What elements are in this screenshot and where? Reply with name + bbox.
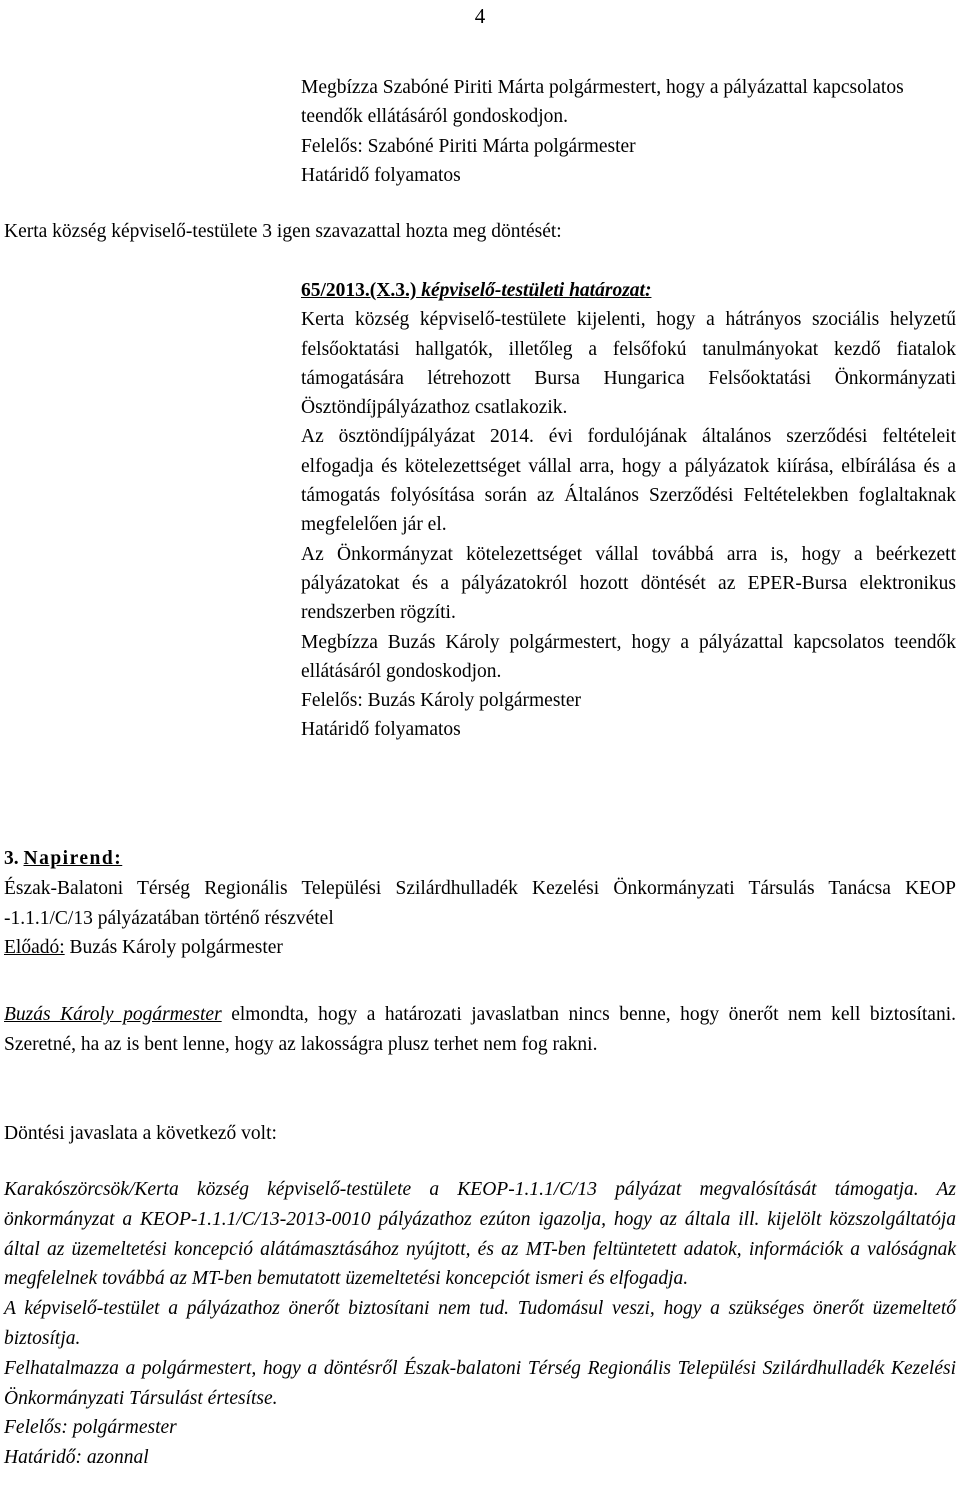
- proposal-paragraph: Felhatalmazza a polgármestert, hogy a döntésről Észak-balatoni Térség Regionális Települési Szilárdhulladék Kezelési Önkormányzati Társulást értesítse.: [4, 1357, 956, 1409]
- agenda-number: 3.: [4, 848, 19, 869]
- proposal-block: [4, 1175, 956, 1473]
- speech-text: elmondta, hogy a határozati javaslatban nincs benne, hogy önerőt nem kell biztosítani. Szeretné, ha az is bent lenne, hogy az lakosságra plusz terhet nem fog rakni.: [4, 1004, 957, 1055]
- vote-line: Kerta község képviselő-testülete 3 igen szavazattal hozta meg döntését:: [4, 221, 562, 242]
- agenda-label: Napirend:: [23, 848, 123, 869]
- proposal-responsible: Felelős: polgármester: [4, 1417, 177, 1439]
- speech-paragraph: [4, 1000, 956, 1060]
- resolution-block: [301, 276, 956, 745]
- proposal-paragraph: A képviselő-testület a pályázathoz önerőt biztosítani nem tud. Tudomásul veszi, hogy a szükséges önerőt üzemeltető biztosítja.: [4, 1298, 956, 1349]
- deadline-line: Határidő folyamatos: [301, 164, 461, 186]
- presenter-name: Buzás Károly polgármester: [64, 937, 283, 959]
- presenter-label: Előadó:: [4, 937, 65, 959]
- resolution-number: 65/2013.(X.3.): [301, 280, 417, 301]
- resolution-heading: [301, 276, 956, 305]
- previous-resolution-tail: [301, 73, 956, 190]
- resolution-title: képviselő-testületi határozat:: [416, 280, 652, 301]
- agenda-subject: Észak-Balatoni Térség Regionális Települési Szilárdhulladék Kezelési Önkormányzati Társulás Tanácsa KEOP -1.1.1/C/13 pályázatában történő részvétel: [4, 877, 956, 929]
- resolution-deadline: Határidő folyamatos: [301, 719, 461, 741]
- resolution-paragraph: Az ösztöndíjpályázat 2014. évi fordulójának általános szerződési feltételeit elfogadja és kötelezettséget vállal arra, hogy a pályázatok kiírása, elbírálása és a támogatás folyósítása során az Általános Szerződési Feltételekben foglaltaknak megfelelően jár el.: [301, 426, 956, 536]
- proposal-paragraph: Karakószörcsök/Kerta község képviselő-testülete a KEOP-1.1.1/C/13 pályázat megvalósítását támogatja. Az önkormányzat a KEOP-1.1.1/C/13-2013-0010 pályázathoz ezúton igazolja, hogy az általa ill. kijelölt közszolgáltatója által az üzemeltetési koncepció alátámasztásához nyújtott, és az MT-ben feltüntetett adatok, információk a valóságnak megfelelnek továbbá az MT-ben bemutatott üzemeltetési koncepciót ismeri és elfogadja.: [4, 1179, 956, 1290]
- resolution-responsible: Felelős: Buzás Károly polgármester: [301, 690, 581, 712]
- proposal-intro: Döntési javaslata a következő volt:: [4, 1123, 277, 1144]
- proposal-deadline: Határidő: azonnal: [4, 1447, 149, 1469]
- mandate-text: Megbízza Szabóné Piriti Márta polgármestert, hogy a pályázattal kapcsolatos teendők ellátásáról gondoskodjon.: [301, 77, 904, 128]
- page-number: 4: [474, 4, 486, 28]
- agenda-block: [4, 844, 956, 963]
- responsible-line: Felelős: Szabóné Piriti Márta polgármester: [301, 135, 636, 157]
- speaker-name: Buzás Károly pogármester: [4, 1004, 222, 1025]
- resolution-paragraph: Megbízza Buzás Károly polgármestert, hogy a pályázattal kapcsolatos teendők ellátásáról gondoskodjon.: [301, 631, 956, 682]
- resolution-paragraph: Az Önkormányzat kötelezettséget vállal továbbá arra is, hogy a beérkezett pályázatokat és a pályázatokról hozott döntését az EPER-Bursa elektronikus rendszerben rögzíti.: [301, 543, 956, 624]
- agenda-heading: [4, 844, 956, 874]
- resolution-paragraph: Kerta község képviselő-testülete kijelenti, hogy a hátrányos szociális helyzetű felsőoktatási hallgatók, illetőleg a felsőfokú tanulmányokat kezdő fiatalok támogatására létrehozott Bursa Hungarica Felsőoktatási Önkormányzati Ösztöndíjpályázathoz csatlakozik.: [301, 309, 956, 419]
- agenda-presenter: [4, 933, 956, 963]
